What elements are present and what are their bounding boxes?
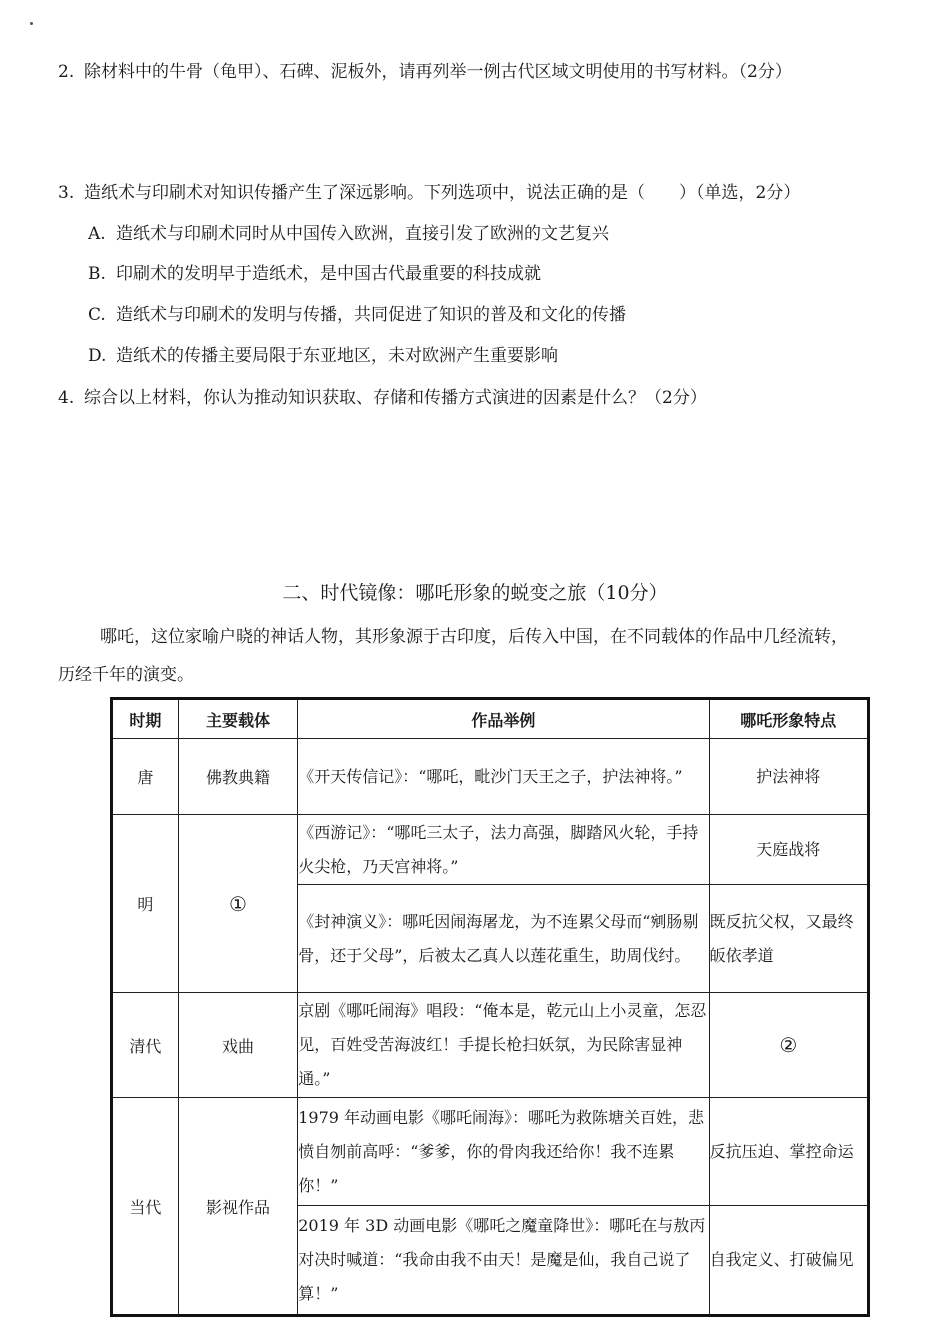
option-c [88, 303, 626, 327]
table-row-modern-1 [112, 1098, 869, 1206]
option-letter: B. [88, 264, 106, 284]
question-number: 4. [58, 388, 75, 408]
cell-period: 唐 [112, 739, 179, 815]
question-3 [58, 181, 800, 205]
option-text: 印刷术的发明早于造纸术，是中国古代最重要的科技成就 [116, 264, 541, 284]
option-text: 造纸术与印刷术同时从中国传入欧洲，直接引发了欧洲的文艺复兴 [116, 224, 609, 244]
cell-work: 《开天传信记》：“哪吒，毗沙门天王之子，护法神将。” [298, 739, 709, 815]
header-period: 时期 [112, 699, 179, 739]
cell-trait: 反抗压迫、掌控命运 [709, 1098, 868, 1206]
cell-carrier: 佛教典籍 [178, 739, 298, 815]
table-header-row [112, 699, 869, 739]
cell-period: 当代 [112, 1098, 179, 1316]
cell-trait: 自我定义、打破偏见 [709, 1206, 868, 1316]
cell-period: 明 [112, 815, 179, 993]
cell-work: 《西游记》：“哪吒三太子，法力高强，脚踏风火轮，手持火尖枪，乃天宫神将。” [298, 815, 709, 885]
option-letter: D. [88, 346, 107, 366]
header-work: 作品举例 [298, 699, 709, 739]
cell-carrier: 影视作品 [178, 1098, 298, 1316]
question-number: 3. [58, 183, 75, 203]
option-d [88, 344, 558, 368]
table-row-ming-1 [112, 815, 869, 885]
scan-dot [30, 22, 33, 25]
question-2 [58, 60, 792, 84]
section-title: 二、时代镜像：哪吒形象的蜕变之旅（10分） [282, 582, 668, 604]
section-intro-line2: 历经千年的演变。 [58, 665, 194, 685]
cell-work: 《封神演义》：哪吒因闹海屠龙，为不连累父母而“剜肠剔骨，还于父母”，后被太乙真人以莲花重生，助周伐纣。 [298, 885, 709, 993]
option-letter: C. [88, 305, 106, 325]
question-text: 造纸术与印刷术对知识传播产生了深远影响。下列选项中，说法正确的是（ ）（单选，2分） [84, 183, 801, 203]
cell-carrier-blank-1: ① [178, 815, 298, 993]
header-trait: 哪吒形象特点 [709, 699, 868, 739]
section-intro-line1: 哪吒，这位家喻户晓的神话人物，其形象源于古印度，后传入中国，在不同载体的作品中几经流转， [100, 627, 848, 647]
cell-trait: 既反抗父权，又最终皈依孝道 [709, 885, 868, 993]
table-row-tang [112, 739, 869, 815]
header-carrier: 主要载体 [178, 699, 298, 739]
cell-trait-blank-2: ② [709, 993, 868, 1098]
cell-trait: 天庭战将 [709, 815, 868, 885]
option-text: 造纸术的传播主要局限于东亚地区，未对欧洲产生重要影响 [116, 346, 558, 366]
option-letter: A. [88, 224, 106, 244]
question-4 [58, 386, 707, 410]
question-number: 2. [58, 62, 75, 82]
table-row-qing [112, 993, 869, 1098]
question-text: 除材料中的牛骨（龟甲）、石碑、泥板外，请再列举一例古代区域文明使用的书写材料。（2分） [84, 62, 792, 82]
option-text: 造纸术与印刷术的发明与传播，共同促进了知识的普及和文化的传播 [116, 305, 626, 325]
cell-trait: 护法神将 [709, 739, 868, 815]
option-b [88, 262, 541, 286]
cell-work: 1979 年动画电影《哪吒闹海》：哪吒为救陈塘关百姓，悲愤自刎前高呼：“爹爹，你的骨肉我还给你！我不连累你！” [298, 1098, 709, 1206]
cell-period: 清代 [112, 993, 179, 1098]
nezha-evolution-table [110, 697, 870, 1317]
option-a [88, 222, 609, 246]
question-text: 综合以上材料，你认为推动知识获取、存储和传播方式演进的因素是什么？（2分） [84, 388, 707, 408]
cell-carrier: 戏曲 [178, 993, 298, 1098]
cell-work: 2019 年 3D 动画电影《哪吒之魔童降世》：哪吒在与敖丙对决时喊道：“我命由我不由天！是魔是仙，我自己说了算！” [298, 1206, 709, 1316]
cell-work: 京剧《哪吒闹海》唱段：“俺本是，乾元山上小灵童，怎忍见，百姓受苦海波红！手提长枪扫妖氛，为民除害显神通。” [298, 993, 709, 1098]
